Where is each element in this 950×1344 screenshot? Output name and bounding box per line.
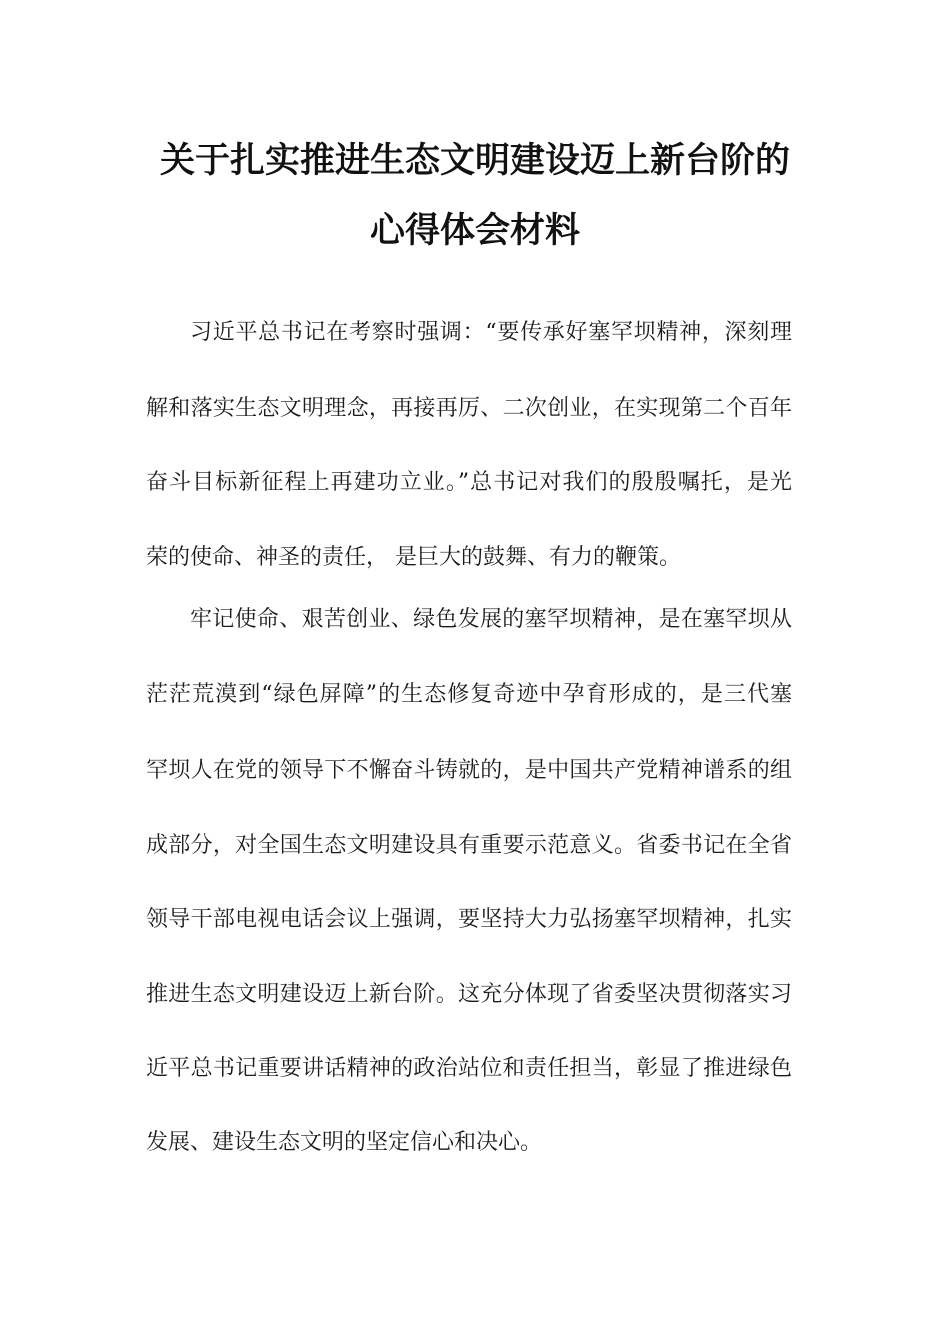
paragraph-2-line-6: 推进生态文明建设迈上新台阶。这充分体现了省委坚决贯彻落实习 (146, 982, 792, 1007)
paragraph-2-line-7: 近平总书记重要讲话精神的政治站位和责任担当，彰显了推进绿色 (146, 1056, 792, 1081)
paragraph-2-line-3: 罕坝人在党的领导下不懈奋斗铸就的，是中国共产党精神谱系的组 (146, 758, 792, 783)
paragraph-2-line-4: 成部分，对全国生态文明建设具有重要示范意义。省委书记在全省 (146, 833, 792, 858)
paragraph-1-line-4: 荣的使命、神圣的责任， 是巨大的鼓舞、有力的鞭策。 (146, 545, 681, 570)
paragraph-1-line-2: 解和落实生态文明理念，再接再厉、二次创业，在实现第二个百年 (146, 396, 792, 421)
paragraph-2-line-1: 牢记使命、艰苦创业、绿色发展的塞罕坝精神，是在塞罕坝从 (190, 607, 792, 632)
paragraph-2-line-8: 发展、建设生态文明的坚定信心和决心。 (146, 1130, 543, 1155)
paragraph-2-line-5: 领导干部电视电话会议上强调，要坚持大力弘扬塞罕坝精神，扎实 (146, 907, 792, 932)
paragraph-1-line-1: 习近平总书记在考察时强调：“要传承好塞罕坝精神，深刻理 (190, 320, 792, 345)
document-title-line-1: 关于扎实推进生态文明建设迈上新台阶的 (159, 141, 790, 181)
paragraph-1-line-3: 奋斗目标新征程上再建功立业。”总书记对我们的殷殷嘱托，是光 (146, 470, 792, 495)
paragraph-2-line-2: 茫茫荒漠到“绿色屏障”的生态修复奇迹中孕育形成的，是三代塞 (146, 682, 792, 707)
document-title-line-2: 心得体会材料 (369, 211, 580, 251)
